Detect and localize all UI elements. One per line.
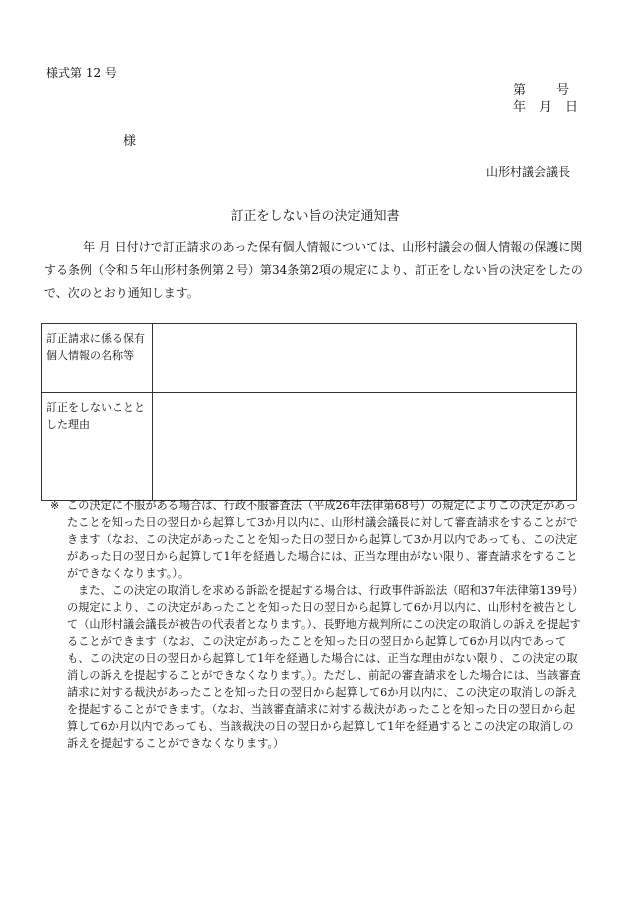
info-name-value: [153, 324, 577, 393]
note-paragraph-1: この決定に不服がある場合は、行政不服審査法（平成26年法律第68号）の規定によりこの決定があったことを知った日の翌日から起算して3か月以内に、山形村議会議長に対して審査請求をすることができます（なお、この決定があったことを知った日の翌日から起算して3か月以内であっても、この決定があった日の翌日から起算して1年を経過した場合には、正当な理由がない限り、審査請求をすることができなくなります。）。: [67, 499, 578, 580]
body-paragraph: 年 月 日付けで訂正請求のあった保有個人情報については、山形村議会の個人情報の保護に関する条例（令和５年山形村条例第２号）第34条第2項の規定により、訂正をしない旨の決定をしたので、次のとおり通知します。: [44, 240, 583, 300]
note-marker: ※: [50, 499, 60, 512]
info-name-label-text: 訂正請求に係る保有個人情報の名称等: [46, 332, 145, 362]
table-row: [42, 393, 577, 501]
info-name-label: [42, 324, 153, 393]
reason-value: [153, 393, 577, 501]
document-title: 訂正をしない旨の決定通知書: [230, 209, 400, 224]
info-table: [41, 323, 577, 501]
reason-label: [42, 393, 153, 501]
reason-label-text: 訂正をしないこととした理由: [46, 401, 145, 431]
sender-name: 山形村議会議長: [486, 165, 571, 179]
addressee: 様: [123, 134, 137, 149]
note-section: [50, 497, 582, 752]
table-row: [42, 324, 577, 393]
date-line: 年 月 日: [513, 100, 579, 115]
form-number: 様式第 12 号: [46, 66, 117, 80]
document-number: 第 号: [513, 83, 570, 98]
note-paragraph-2: また、この決定の取消しを求める訴訟を提起する場合は、行政事件訴訟法（昭和37年法律第139号）の規定により、この決定があったことを知った日の翌日から起算して6か月以内に、山形村を被告として（山形村議会議長が被告の代表者となります。）、長野地方裁判所にこの決定の取消しの訴えを提起することができます（なお、この決定があったことを知った日の翌日から起算して6か月以内であっても、この決定の日の翌日から起算して1年を経過した場合には、正当な理由がない限り、この決定の取消しの訴えを提起することができなくなります。）。ただし、前記の審査請求をした場合には、当該審査請求に対する裁決があったことを知った日の翌日から起算して6か月以内に、この決定の取消しの訴えを提起することができます。（なお、当該審査請求に対する裁決があったことを知った日の翌日から起算して6か月以内であっても、当該裁決の日の翌日から起算して1年を経過するとこの決定の取消しの訴えを提起することができなくなります。）: [67, 584, 581, 750]
